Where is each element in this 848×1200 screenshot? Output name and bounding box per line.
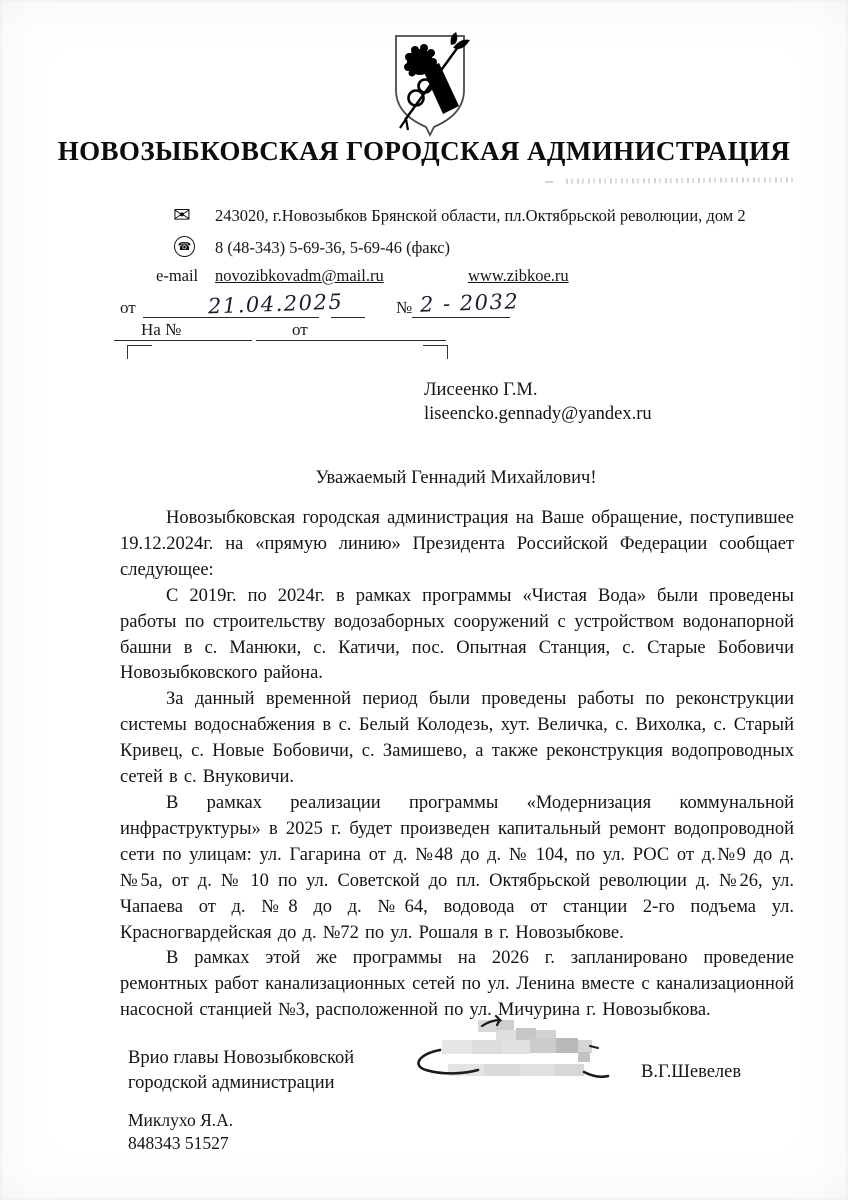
signer-position: [128, 1046, 418, 1096]
number-underline: [412, 317, 510, 318]
postal-address: 243020, г.Новозыбков Брянской области, пл.Октябрьской революции, дом 2: [215, 206, 746, 225]
coat-of-arms-icon: [379, 32, 481, 138]
paragraph-reconstruction: За данный временной период были проведены работы по реконструкции системы водоснабжения в с. Белый Колодезь, хут. Величка, с. Вихолка, с. Старый Кривец, с. Новые Бобовичи, с. Замишево, а также реконструкция водопроводных сетей в с. Внуковичи.: [120, 689, 794, 788]
reply-underline-right: [256, 340, 446, 341]
paragraph-plans-2026: В рамках этой же программы на 2026 г. запланировано проведение ремонтных работ канализационных сетей по ул. Ленина вместе с канализационной насосной станцией №3, расположенной по ул. Мичурина г. Новозыбкова.: [120, 948, 794, 1021]
phone-icon: ☎: [174, 236, 195, 257]
address-corner-right: [423, 345, 448, 359]
scan-artifact: [566, 177, 794, 184]
reply-from-label: от: [292, 320, 308, 339]
reply-to-label: На №: [141, 320, 182, 339]
salutation: Уважаемый Геннадий Михайлович!: [315, 468, 597, 488]
phone-numbers: 8 (48-343) 5-69-36, 5-69-46 (факс): [215, 238, 451, 257]
date-underline: [143, 317, 319, 318]
paragraph-clean-water: С 2019г. по 2024г. в рамках программы «Чистая Вода» были проведены работы по строительству водозаборных сооружений с устройством водонапорной башни в с. Манюки, с. Катичи, пос. Опытная Станция, с. Старые Бобовичи Новозыбковского района.: [120, 585, 794, 684]
email-label: e-mail: [156, 266, 199, 285]
spacer-underline: [331, 317, 365, 318]
org-title: НОВОЗЫБКОВСКАЯ ГОРОДСКАЯ АДМИНИСТРАЦИЯ: [57, 136, 791, 166]
scan-speck: [545, 181, 553, 183]
website-address: www.zibkoe.ru: [468, 266, 569, 285]
handwritten-number: 2 - 2032: [419, 289, 520, 317]
email-address: novozibkovadm@mail.ru: [215, 266, 384, 285]
recipient-name: Лисеенко Г.М.: [424, 380, 538, 400]
executor-name: Миклухо Я.А.: [128, 1110, 234, 1130]
address-corner-left: [127, 345, 152, 359]
signer-name: В.Г.Шевелев: [641, 1062, 742, 1082]
signer-position-line1: Врио главы Новозыбковской: [128, 1048, 355, 1068]
envelope-icon: ✉: [173, 203, 191, 227]
handwritten-date: 21.04.2025: [207, 289, 344, 319]
letter-body: [120, 506, 794, 1024]
recipient-email: liseencko.gennady@yandex.ru: [424, 404, 652, 424]
reply-underline-left: [114, 340, 252, 341]
number-label: №: [396, 298, 413, 317]
signature-redacted: [412, 1014, 667, 1094]
signer-position-line2: городской администрации: [128, 1073, 335, 1093]
from-label: от: [120, 298, 136, 317]
paragraph-intro: Новозыбковская городская администрация на Ваше обращение, поступившее 19.12.2024г. на «прямую линию» Президента Российской Федерации сообщает следующее:: [120, 508, 794, 580]
executor-phone: 848343 51527: [128, 1133, 229, 1153]
paragraph-modernization-2025: В рамках реализации программы «Модернизация коммунальной инфраструктуры» в 2025 г. будет произведен капитальный ремонт водопроводной сети по улицам: ул. Гагарина от д. №48 до д. № 104, по ул. РОС от д.№9 до д. №5а, от д. № 10 по ул. Советской до пл. Октябрьской революции д. №26, ул. Чапаева от д. №8 до д. №64, водовода от станции 2-го подъема ул. Красногвардейская до д. №72 по ул. Рошаля в г. Новозыбкове.: [120, 792, 794, 943]
